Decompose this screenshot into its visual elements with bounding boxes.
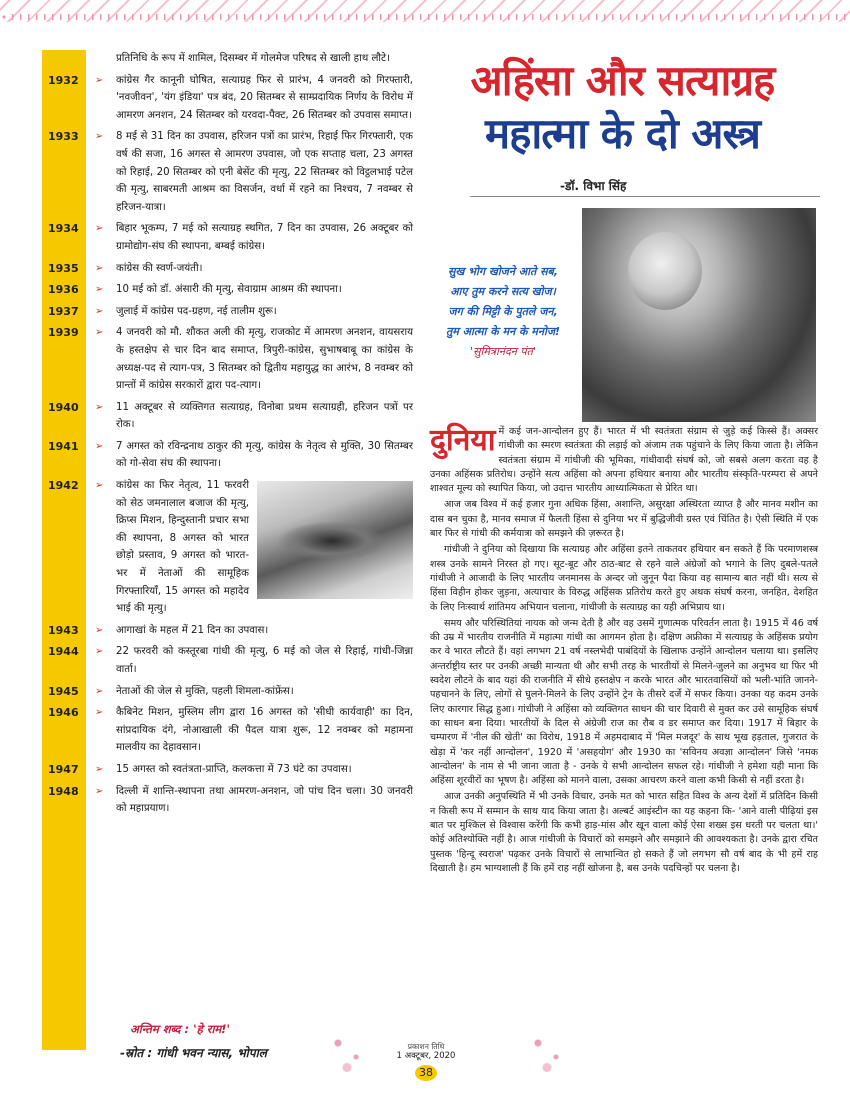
article-title-line1: अहिंसा और सत्याग्रह [470,56,775,105]
timeline-row [0,761,415,779]
timeline-year: 1937 [48,304,79,318]
timeline-text: बिहार भूकम्प, 7 मई को सत्याग्रह स्थगित, 7 दिन का उपवास, 26 अक्टूबर को ग्रामोद्योग-संघ की स्थापना, बम्बई कांग्रेस। [116,223,413,252]
arrow-bullet-icon: ➢ [95,401,104,413]
timeline-text: आगाखां के महल में 21 दिन का उपवास। [116,624,269,636]
timeline-row [0,260,415,278]
timeline-year: 1943 [48,623,79,637]
article-paragraph: समय और परिस्थितियां नायक को जन्म देती है और वह उसमें गुणात्मक परिवर्तन लाता है। 1915 में 46 वर्ष की उम्र में भारतीय राजनीति में महात्मा गांधी का आगमन होता है। दक्षिण अफ्रीका में सत्याग्रह के अहिंसक प्रयोग कर वे भारत लौटते हैं। वहां लगभग 21 वर्ष नस्लभेदी पाबंदियों के खिलाफ उन्होंने आन्दोलन चलाया था। इसलिए अन्तर्राष्ट्रीय स्तर पर उनकी अच्छी मान्यता थी और सभी तरह के भारतीयों से मिलने-जुलने का अनुभव था फिर भी स्वदेश लौटने के बाद यहां की राजनीति में सीधे हस्तक्षेप न करके भारत और भारतवासियों को भली-भांति जानने-पहचानने के लिए, लोगों से घुलने-मिलने के लिए उन्होंने ट्रेन के तीसरे दर्जे में सफर किया। उनका यह कदम उनके लिए कारगार सिद्ध हुआ। गांधीजी ने अहिंसा को व्यक्तिगत साधन की चार दिवारी से मुक्त कर उसे सामूहिक संघर्ष का साधन बना दिया। भारतीयों के दिल से अंग्रेजी राज का रौब व डर समाप्त कर दिया। 1917 में बिहार के चम्पारण में 'नील की खेती' का विरोध, 1918 में अहमदाबाद में 'मिल मजदूर' के साथ भूख हड़ताल, गुजरात के खेड़ा में 'कर नहीं आन्दोलन', 1920 में 'असहयोग' और 1930 का 'सविनय अवज्ञा आन्दोलन' जिसे 'नमक आन्दोलन' के नाम से भी जाना जाता है - उनके ये सभी आन्दोलन सफल रहे। गांधीजी ने हमेशा यही माना कि अहिंसा शूरवीरों का भूषण है। अहिंसा को मानने वाला, उसका आचरण करने वाला कभी किसी से नहीं डरता है। [430,617,818,787]
timeline [0,50,415,822]
lead-text: में कई जन-आन्दोलन हुए हैं। भारत में भी स्वतंत्रता संग्राम से जुड़े कई किस्से हैं। अक्सर गांधीजी का स्मरण स्वतंत्रता की लड़ाई को अंजाम तक पहुंचाने के लिए किया जाता है। लेकिन स्वतंत्रता संग्राम में गांधीजी की भूमिका, गांधीवादी संघर्ष को, जो सबसे अलग करता वह है उनका अहिंसक प्रतिरोध। उन्होंने सत्य अहिंसा को अपना हथियार बनाया और भारतीय संस्कृति-परम्परा से अपने शाश्वत मूल्य को स्थापित किया, जो उदात्त भारतीय आध्यात्मिकता से प्रेरित था। [430,426,818,495]
arrow-bullet-icon: ➢ [95,646,104,658]
arrow-bullet-icon: ➢ [95,223,104,235]
timeline-year: 1939 [48,326,79,340]
timeline-year: 1944 [48,645,79,659]
timeline-row [0,50,415,68]
poem-line: तुम आत्मा के मन के मनोज! [445,325,561,338]
publication-date: 1 अक्टूबर, 2020 [396,1051,456,1061]
timeline-row [0,220,415,255]
timeline-text: कांग्रेस गैर कानूनी घोषित, सत्याग्रह फिर से प्रारंभ, 4 जनवरी को गिरफ्तारी, 'नवजीवन', 'यंग इंडिया' पत्र बंद, 20 सितम्बर से साम्प्रदायिक निर्णय के विरोध में आमरण अनशन, 24 सितम्बर को यरवदा-पैक्ट, 26 सितम्बर को उपवास समाप्त। [116,74,413,121]
timeline-year: 1946 [48,706,79,720]
poem-line: जग की मिट्टी के पुतले जन, [448,305,558,318]
timeline-text: 10 मई को डॉ. अंसारी की मृत्यु, सेवाग्राम आश्रम की स्थापना। [116,284,342,296]
timeline-year: 1945 [48,684,79,698]
drop-word: दुनिया [430,423,496,458]
timeline-year: 1932 [48,73,79,87]
poem-quote [428,262,578,362]
article-paragraph: आज जब विश्व में कई हजार गुना अधिक हिंसा, अशान्ति, असुरक्षा अस्थिरता व्याप्त है और मानव मशीन का दास बन चुका है, मानव समाज में फैलती हिंसा से दुनिया भर में बुद्धिजीवी ग्रस्त एवं चिंतित है। ऐसी स्थिति में एक बार फिर से गांधी की कर्मयात्रा को समझने की ज़रूरत है। [430,499,818,540]
arrow-bullet-icon: ➢ [95,785,104,797]
decorative-top-border [0,0,850,22]
author-byline: -डॉ. विभा सिंह [560,179,627,193]
timeline-row [0,704,415,757]
arrow-bullet-icon: ➢ [95,685,104,697]
timeline-text: 7 अगस्त को रविन्द्रनाथ ठाकुर की मृत्यु, कांग्रेस के नेतृत्व से मुक्ति, 30 सितम्बर को गो-सेवा संघ की स्थापना। [116,440,413,470]
author-divider [470,196,820,197]
article-paragraph: आज उनकी अनुपस्थिति में भी उनके विचार, उनके मत को भारत सहित विश्व के अन्य देशों में प्रतिदिन किसी न किसी रूप में सम्मान के साथ याद किया जाता है। अल्बर्ट आइंस्टीन का यह कहना कि- 'आने वाली पीढ़ियां इस बात पर मुश्किल से विश्वास करेंगी कि कभी हाड़-मांस और खून वाला कोई ऐसा शख्स इस धरती पर चलता था।' कोई अतिश्योक्ति नहीं है। आज गांधीजी के विचारों को समझने और समझाने की आवश्यकता है। उनके द्वारा रचित पुस्तक 'हिन्दू स्वराज' पढ़कर उनके विचारों से लाभान्वित हो सकते हैं जो लगभग सौ वर्ष बाद के भी हमें राह दिखाती है। हम भाग्यशाली हैं कि हमें राह नहीं खोजना है, बस उनके पदचिन्हों पर चलना है। [430,791,818,874]
timeline-row [0,622,415,640]
page-footer-badge [383,1042,469,1086]
timeline-text: 4 जनवरी को मौ. शौकत अली की मृत्यु, राजकोट में आमरण अनशन, वायसराय के हस्तक्षेप से चार दिन बाद समाप्त, त्रिपुरी-कांग्रेस, सुभाषबाबू का कांग्रेस के अध्यक्ष-पद से त्याग-पत्र, 3 सितम्बर को द्वितीय महायुद्ध का आरंभ, 8 नवम्बर को प्रान्तों में कांग्रेस सरकारों द्वारा पद-त्याग। [116,327,413,392]
arrow-bullet-icon: ➢ [95,74,104,86]
timeline-row [0,281,415,299]
timeline-row [0,783,415,818]
arrow-bullet-icon: ➢ [95,707,104,719]
timeline-year: 1948 [48,784,79,798]
gandhi-photo-inline [257,481,413,599]
article-lead-paragraph [430,425,818,496]
timeline-row [0,477,415,618]
decorative-flowers-left [320,1015,380,1085]
timeline-text: 15 अगस्त को स्वतंत्रता-प्राप्ति, कलकत्ता में 73 घंटे का उपवास। [116,763,352,775]
timeline-year: 1947 [48,762,79,776]
article-title-line2: महात्मा के दो अस्त्र [484,109,760,158]
timeline-year: 1934 [48,222,79,236]
poem-line: सुख भोग खोजने आते सब, [447,265,559,278]
timeline-row [0,128,415,216]
timeline-row [0,399,415,434]
timeline-year: 1941 [48,439,79,453]
timeline-year: 1942 [48,479,79,493]
timeline-text: जुलाई में कांग्रेस पद-ग्रहण, नई तालीम शुरू। [116,305,277,317]
arrow-bullet-icon: ➢ [95,624,104,636]
arrow-bullet-icon: ➢ [95,131,104,143]
timeline-year: 1933 [48,130,79,144]
timeline-text: 22 फरवरी को कस्तूरबा गांधी की मृत्यु, 6 मई को जेल से रिहाई, गांधी-जिन्ना वार्ता। [116,646,413,675]
timeline-text: 8 मई से 31 दिन का उपवास, हरिजन पत्रों का प्रारंभ, रिहाई फिर गिरफ्तारी, एक वर्ष की सजा, 16 अगस्त से आमरण उपवास, जो एक सप्ताह चला, 23 अगस्त को रिहाई, 20 सितम्बर को एनी बेसेंट की मृत्यु, 22 सितम्बर को विट्ठलभाई पटेल की मृत्यु, साबरमती आश्रम का विसर्जन, वर्धा में रहने का निश्चय, 7 नवम्बर से हरिजन-यात्रा। [116,131,413,213]
gandhi-portrait-photo [582,208,816,422]
arrow-bullet-icon: ➢ [95,440,104,452]
timeline-row [0,643,415,678]
timeline-row [0,324,415,394]
timeline-text: दिल्ली में शान्ति-स्थापना तथा आमरण-अनशन, जो पांच दिन चला। 30 जनवरी को महाप्रयाण। [116,785,413,815]
arrow-bullet-icon: ➢ [95,763,104,775]
decorative-flowers-right [520,1015,580,1085]
poem-poet: 'सुमित्रानंदन पंत' [470,345,536,358]
timeline-text: कांग्रेस का फिर नेतृत्व, 11 फरवरी को सेठ जमनालाल बजाज की मृत्यु, क्रिप्स मिशन, हिन्दुस्तानी प्रचार सभा की स्थापना, 8 अगस्त को भारत छोड़ो प्रस्ताव, 9 अगस्त को भारत-भर में नेताओं की सामूहिक गिरफ्तारियाँ, 15 अगस्त को महादेव भाई की मृत्यु। [116,480,249,615]
arrow-bullet-icon: ➢ [95,262,104,274]
article-paragraph: गांधीजी ने दुनिया को दिखाया कि सत्याग्रह और अहिंसा इतने ताकतवर हथियार बन सकते हैं कि परमाणशस्त्र शस्त्र उनके सामने निरस्त हो गए। सूट-बूट और ठाठ-बाट से रहने वाले अंग्रेजों को भगाने के लिए दुबले-पतले गांधीजी ने आजादी के लिए भारतीय जनमानस के अन्दर जो जुनून पैदा किया वह सामान्य बात नहीं थी। सत्य से हिंसा विहीन होकर जुड़ना, अत्याचार के विरुद्ध अहिंसक प्रतिरोध करते हुए अथक संघर्ष करना, जनहित, देशहित के लिए निःस्वार्थ शांतिमय अभियान चलाना, गांधीजी के सत्याग्रह का यही अभिप्राय था। [430,544,818,613]
page-number: 38 [415,1065,437,1081]
timeline-row [0,683,415,701]
timeline-text: प्रतिनिधि के रूप में शामिल, दिसम्बर में गोलमेज परिषद से खाली हाथ लौटे। [116,53,391,64]
timeline-text: कैबिनेट मिशन, मुस्लिम लीग द्वारा 16 अगस्त को 'सीधी कार्यवाही' का दिन, सांप्रदायिक दंगे, नोआखाली की पैदल यात्रा शुरू, 12 नवम्बर को महामना मालवीय का देहावसान। [116,707,413,754]
arrow-bullet-icon: ➢ [95,480,104,492]
timeline-year: 1936 [48,283,79,297]
arrow-bullet-icon: ➢ [95,284,104,296]
timeline-row [0,303,415,321]
poem-line: आए तुम करने सत्य खोज। [450,285,556,298]
timeline-row [0,438,415,473]
arrow-bullet-icon: ➢ [95,305,104,317]
timeline-year: 1935 [48,261,79,275]
source-credit: -स्रोत : गांधी भवन न्यास, भोपाल [120,1046,267,1060]
timeline-year: 1940 [48,400,79,414]
timeline-text: नेताओं की जेल से मुक्ति, पहली शिमला-कांफ्रेंस। [116,685,294,697]
timeline-text: 11 अक्टूबर से व्यक्तिगत सत्याग्रह, विनोबा प्रथम सत्याग्रही, हरिजन पत्रों पर रोक। [116,401,413,431]
timeline-text: कांग्रेस की स्वर्ण-जयंती। [116,262,203,274]
final-words: अन्तिम शब्द : 'हे राम!' [130,1022,231,1036]
arrow-bullet-icon: ➢ [95,327,104,339]
article-body [430,425,818,878]
publication-date-label: प्रकाशन तिथि [407,1042,445,1051]
timeline-row [0,72,415,125]
